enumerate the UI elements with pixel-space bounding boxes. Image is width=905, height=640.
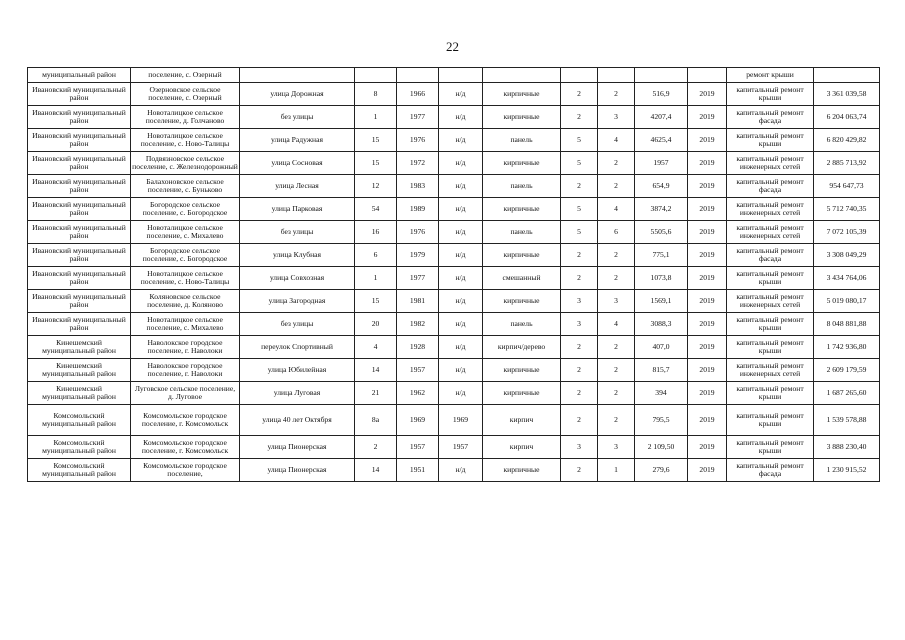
settlement-cell: Озерновское сельское поселение, с. Озерный (131, 83, 240, 106)
housing-repair-table (27, 67, 880, 482)
wall-material-cell: кирпичные (483, 244, 561, 267)
area-cell: 4207,4 (635, 106, 688, 129)
district-cell: Кинешемский муниципальный район (28, 336, 131, 359)
area-cell: 394 (635, 382, 688, 405)
floors-cell (561, 68, 598, 83)
commission-year-cell: 1957 (439, 436, 483, 459)
build-year-cell: 1983 (397, 175, 439, 198)
commission-year-cell: н/д (439, 290, 483, 313)
entrances-cell: 2 (598, 405, 635, 436)
work-type-cell: капитальный ремонт крыши (727, 336, 814, 359)
repair-year-cell: 2019 (688, 221, 727, 244)
commission-year-cell: 1969 (439, 405, 483, 436)
build-year-cell: 1982 (397, 313, 439, 336)
house-number-cell: 14 (355, 359, 397, 382)
table-row (28, 290, 880, 313)
floors-cell: 3 (561, 313, 598, 336)
house-number-cell: 14 (355, 459, 397, 482)
work-type-cell: капитальный ремонт инженерных сетей (727, 198, 814, 221)
district-cell: Кинешемский муниципальный район (28, 382, 131, 405)
repair-year-cell: 2019 (688, 244, 727, 267)
work-type-cell: капитальный ремонт инженерных сетей (727, 221, 814, 244)
repair-year-cell: 2019 (688, 198, 727, 221)
table-row (28, 83, 880, 106)
settlement-cell: Комсомольское городское поселение, (131, 459, 240, 482)
repair-year-cell: 2019 (688, 382, 727, 405)
entrances-cell (598, 68, 635, 83)
entrances-cell: 2 (598, 83, 635, 106)
house-number-cell: 16 (355, 221, 397, 244)
area-cell: 3874,2 (635, 198, 688, 221)
settlement-cell: Новоталицкое сельское поселение, д. Голчаново (131, 106, 240, 129)
cost-cell: 3 308 049,29 (814, 244, 880, 267)
commission-year-cell: н/д (439, 221, 483, 244)
cost-cell: 5 712 740,35 (814, 198, 880, 221)
district-cell: Ивановский муниципальный район (28, 152, 131, 175)
table-row (28, 267, 880, 290)
build-year-cell: 1976 (397, 221, 439, 244)
commission-year-cell: н/д (439, 313, 483, 336)
entrances-cell: 2 (598, 244, 635, 267)
cost-cell: 1 742 936,80 (814, 336, 880, 359)
build-year-cell: 1981 (397, 290, 439, 313)
street-cell: улица 40 лет Октября (240, 405, 355, 436)
repair-year-cell: 2019 (688, 83, 727, 106)
repair-year-cell: 2019 (688, 313, 727, 336)
street-cell: улица Совхозная (240, 267, 355, 290)
commission-year-cell: н/д (439, 459, 483, 482)
street-cell: без улицы (240, 313, 355, 336)
commission-year-cell: н/д (439, 83, 483, 106)
street-cell: улица Дорожная (240, 83, 355, 106)
floors-cell: 2 (561, 175, 598, 198)
wall-material-cell: панель (483, 129, 561, 152)
house-number-cell: 8 (355, 83, 397, 106)
street-cell: переулок Спортивный (240, 336, 355, 359)
entrances-cell: 1 (598, 459, 635, 482)
floors-cell: 2 (561, 359, 598, 382)
table-row (28, 436, 880, 459)
district-cell: Ивановский муниципальный район (28, 221, 131, 244)
settlement-cell: Новоталицкое сельское поселение, с. Ново-Талицы (131, 267, 240, 290)
repair-year-cell: 2019 (688, 359, 727, 382)
entrances-cell: 2 (598, 382, 635, 405)
district-cell: Ивановский муниципальный район (28, 129, 131, 152)
house-number-cell: 15 (355, 290, 397, 313)
district-cell: Ивановский муниципальный район (28, 106, 131, 129)
build-year-cell: 1972 (397, 152, 439, 175)
cost-cell: 1 230 915,52 (814, 459, 880, 482)
commission-year-cell: н/д (439, 106, 483, 129)
build-year-cell: 1928 (397, 336, 439, 359)
house-number-cell: 12 (355, 175, 397, 198)
wall-material-cell: кирпичные (483, 83, 561, 106)
cost-cell: 2 885 713,92 (814, 152, 880, 175)
area-cell: 654,9 (635, 175, 688, 198)
commission-year-cell: н/д (439, 198, 483, 221)
entrances-cell: 4 (598, 129, 635, 152)
build-year-cell: 1962 (397, 382, 439, 405)
repair-year-cell: 2019 (688, 175, 727, 198)
settlement-cell: Коляновское сельское поселение, д. Коляново (131, 290, 240, 313)
area-cell: 516,9 (635, 83, 688, 106)
floors-cell: 2 (561, 106, 598, 129)
commission-year-cell: н/д (439, 359, 483, 382)
work-type-cell: ремонт крыши (727, 68, 814, 83)
floors-cell: 2 (561, 459, 598, 482)
cost-cell: 7 072 105,39 (814, 221, 880, 244)
settlement-cell: Богородское сельское поселение, с. Богородское (131, 244, 240, 267)
work-type-cell: капитальный ремонт фасада (727, 244, 814, 267)
street-cell: улица Радужная (240, 129, 355, 152)
table-row (28, 244, 880, 267)
commission-year-cell (439, 68, 483, 83)
wall-material-cell: кирпич/дерево (483, 336, 561, 359)
entrances-cell: 2 (598, 267, 635, 290)
work-type-cell: капитальный ремонт крыши (727, 83, 814, 106)
table-row (28, 106, 880, 129)
floors-cell: 2 (561, 83, 598, 106)
work-type-cell: капитальный ремонт крыши (727, 436, 814, 459)
settlement-cell: Наволокское городское поселение, г. Наволоки (131, 336, 240, 359)
repair-year-cell: 2019 (688, 152, 727, 175)
entrances-cell: 4 (598, 313, 635, 336)
street-cell: без улицы (240, 106, 355, 129)
build-year-cell (397, 68, 439, 83)
house-number-cell (355, 68, 397, 83)
build-year-cell: 1969 (397, 405, 439, 436)
settlement-cell: Луговское сельское поселение, д. Луговое (131, 382, 240, 405)
work-type-cell: капитальный ремонт фасада (727, 175, 814, 198)
area-cell: 815,7 (635, 359, 688, 382)
entrances-cell: 3 (598, 436, 635, 459)
build-year-cell: 1979 (397, 244, 439, 267)
work-type-cell: капитальный ремонт инженерных сетей (727, 152, 814, 175)
area-cell: 5505,6 (635, 221, 688, 244)
floors-cell: 3 (561, 290, 598, 313)
settlement-cell: Наволокское городское поселение, г. Наволоки (131, 359, 240, 382)
work-type-cell: капитальный ремонт крыши (727, 382, 814, 405)
build-year-cell: 1957 (397, 359, 439, 382)
wall-material-cell (483, 68, 561, 83)
repair-year-cell: 2019 (688, 106, 727, 129)
work-type-cell: капитальный ремонт крыши (727, 267, 814, 290)
settlement-cell: Комсомольское городское поселение, г. Комсомольск (131, 405, 240, 436)
table-row (28, 405, 880, 436)
settlement-cell: Новоталицкое сельское поселение, с. Михалево (131, 221, 240, 244)
house-number-cell: 15 (355, 152, 397, 175)
area-cell: 4625,4 (635, 129, 688, 152)
table-row (28, 382, 880, 405)
area-cell: 2 109,50 (635, 436, 688, 459)
settlement-cell: Богородское сельское поселение, с. Богородское (131, 198, 240, 221)
table-row (28, 359, 880, 382)
commission-year-cell: н/д (439, 244, 483, 267)
street-cell: без улицы (240, 221, 355, 244)
house-number-cell: 1 (355, 267, 397, 290)
table-row (28, 68, 880, 83)
street-cell: улица Сосновая (240, 152, 355, 175)
entrances-cell: 6 (598, 221, 635, 244)
district-cell: муниципальный район (28, 68, 131, 83)
district-cell: Ивановский муниципальный район (28, 313, 131, 336)
commission-year-cell: н/д (439, 152, 483, 175)
house-number-cell: 21 (355, 382, 397, 405)
table-row (28, 198, 880, 221)
wall-material-cell: кирпичные (483, 459, 561, 482)
floors-cell: 2 (561, 267, 598, 290)
settlement-cell: Балахоновское сельское поселение, с. Буньково (131, 175, 240, 198)
cost-cell: 6 204 063,74 (814, 106, 880, 129)
floors-cell: 5 (561, 152, 598, 175)
wall-material-cell: панель (483, 313, 561, 336)
settlement-cell: Комсомольское городское поселение, г. Комсомольск (131, 436, 240, 459)
wall-material-cell: панель (483, 175, 561, 198)
floors-cell: 2 (561, 244, 598, 267)
area-cell: 775,1 (635, 244, 688, 267)
commission-year-cell: н/д (439, 267, 483, 290)
work-type-cell: капитальный ремонт фасада (727, 106, 814, 129)
wall-material-cell: кирпич (483, 405, 561, 436)
cost-cell (814, 68, 880, 83)
build-year-cell: 1977 (397, 267, 439, 290)
floors-cell: 3 (561, 436, 598, 459)
cost-cell: 5 019 080,17 (814, 290, 880, 313)
cost-cell: 2 609 179,59 (814, 359, 880, 382)
area-cell: 407,0 (635, 336, 688, 359)
entrances-cell: 2 (598, 336, 635, 359)
build-year-cell: 1966 (397, 83, 439, 106)
wall-material-cell: кирпичные (483, 382, 561, 405)
floors-cell: 2 (561, 336, 598, 359)
repair-year-cell: 2019 (688, 336, 727, 359)
commission-year-cell: н/д (439, 336, 483, 359)
house-number-cell: 15 (355, 129, 397, 152)
area-cell: 1569,1 (635, 290, 688, 313)
commission-year-cell: н/д (439, 382, 483, 405)
page-number: 22 (446, 39, 459, 54)
cost-cell: 1 687 265,60 (814, 382, 880, 405)
area-cell: 1957 (635, 152, 688, 175)
house-number-cell: 8а (355, 405, 397, 436)
street-cell (240, 68, 355, 83)
wall-material-cell: кирпич (483, 436, 561, 459)
wall-material-cell: кирпичные (483, 106, 561, 129)
table-row (28, 459, 880, 482)
district-cell: Комсомольский муниципальный район (28, 436, 131, 459)
entrances-cell: 4 (598, 198, 635, 221)
table-row (28, 175, 880, 198)
street-cell: улица Пионерская (240, 459, 355, 482)
table-row (28, 152, 880, 175)
settlement-cell: Подвязновское сельское поселение, с. Железнодорожный (131, 152, 240, 175)
repair-year-cell: 2019 (688, 267, 727, 290)
repair-year-cell: 2019 (688, 459, 727, 482)
street-cell: улица Загородная (240, 290, 355, 313)
area-cell: 3088,3 (635, 313, 688, 336)
work-type-cell: капитальный ремонт инженерных сетей (727, 290, 814, 313)
cost-cell: 3 361 039,58 (814, 83, 880, 106)
district-cell: Кинешемский муниципальный район (28, 359, 131, 382)
area-cell: 279,6 (635, 459, 688, 482)
street-cell: улица Юбилейная (240, 359, 355, 382)
entrances-cell: 2 (598, 152, 635, 175)
street-cell: улица Клубная (240, 244, 355, 267)
commission-year-cell: н/д (439, 175, 483, 198)
floors-cell: 5 (561, 198, 598, 221)
table-row (28, 313, 880, 336)
area-cell (635, 68, 688, 83)
settlement-cell: поселение, с. Озерный (131, 68, 240, 83)
repair-year-cell (688, 68, 727, 83)
repair-year-cell: 2019 (688, 405, 727, 436)
entrances-cell: 2 (598, 359, 635, 382)
table-body (28, 68, 880, 482)
entrances-cell: 3 (598, 290, 635, 313)
cost-cell: 8 048 881,88 (814, 313, 880, 336)
work-type-cell: капитальный ремонт инженерных сетей (727, 359, 814, 382)
area-cell: 795,5 (635, 405, 688, 436)
cost-cell: 1 539 578,88 (814, 405, 880, 436)
repair-year-cell: 2019 (688, 129, 727, 152)
build-year-cell: 1977 (397, 106, 439, 129)
work-type-cell: капитальный ремонт крыши (727, 313, 814, 336)
work-type-cell: капитальный ремонт фасада (727, 459, 814, 482)
district-cell: Ивановский муниципальный район (28, 83, 131, 106)
district-cell: Комсомольский муниципальный район (28, 459, 131, 482)
entrances-cell: 2 (598, 175, 635, 198)
wall-material-cell: панель (483, 221, 561, 244)
wall-material-cell: кирпичные (483, 359, 561, 382)
district-cell: Ивановский муниципальный район (28, 244, 131, 267)
cost-cell: 954 647,73 (814, 175, 880, 198)
repair-year-cell: 2019 (688, 290, 727, 313)
build-year-cell: 1957 (397, 436, 439, 459)
wall-material-cell: смешанный (483, 267, 561, 290)
wall-material-cell: кирпичные (483, 152, 561, 175)
house-number-cell: 6 (355, 244, 397, 267)
street-cell: улица Лесная (240, 175, 355, 198)
floors-cell: 5 (561, 221, 598, 244)
build-year-cell: 1976 (397, 129, 439, 152)
district-cell: Ивановский муниципальный район (28, 267, 131, 290)
area-cell: 1073,8 (635, 267, 688, 290)
floors-cell: 2 (561, 382, 598, 405)
wall-material-cell: кирпичные (483, 198, 561, 221)
district-cell: Комсомольский муниципальный район (28, 405, 131, 436)
table-row (28, 336, 880, 359)
district-cell: Ивановский муниципальный район (28, 198, 131, 221)
house-number-cell: 54 (355, 198, 397, 221)
wall-material-cell: кирпичные (483, 290, 561, 313)
house-number-cell: 20 (355, 313, 397, 336)
build-year-cell: 1989 (397, 198, 439, 221)
cost-cell: 6 820 429,82 (814, 129, 880, 152)
street-cell: улица Пионерская (240, 436, 355, 459)
table-row (28, 129, 880, 152)
street-cell: улица Парковая (240, 198, 355, 221)
entrances-cell: 3 (598, 106, 635, 129)
cost-cell: 3 888 230,40 (814, 436, 880, 459)
settlement-cell: Новоталицкое сельское поселение, с. Ново-Талицы (131, 129, 240, 152)
commission-year-cell: н/д (439, 129, 483, 152)
district-cell: Ивановский муниципальный район (28, 175, 131, 198)
district-cell: Ивановский муниципальный район (28, 290, 131, 313)
floors-cell: 2 (561, 405, 598, 436)
settlement-cell: Новоталицкое сельское поселение, с. Михалево (131, 313, 240, 336)
build-year-cell: 1951 (397, 459, 439, 482)
work-type-cell: капитальный ремонт крыши (727, 129, 814, 152)
house-number-cell: 2 (355, 436, 397, 459)
work-type-cell: капитальный ремонт крыши (727, 405, 814, 436)
street-cell: улица Луговая (240, 382, 355, 405)
house-number-cell: 1 (355, 106, 397, 129)
floors-cell: 5 (561, 129, 598, 152)
repair-year-cell: 2019 (688, 436, 727, 459)
house-number-cell: 4 (355, 336, 397, 359)
cost-cell: 3 434 764,06 (814, 267, 880, 290)
table-row (28, 221, 880, 244)
